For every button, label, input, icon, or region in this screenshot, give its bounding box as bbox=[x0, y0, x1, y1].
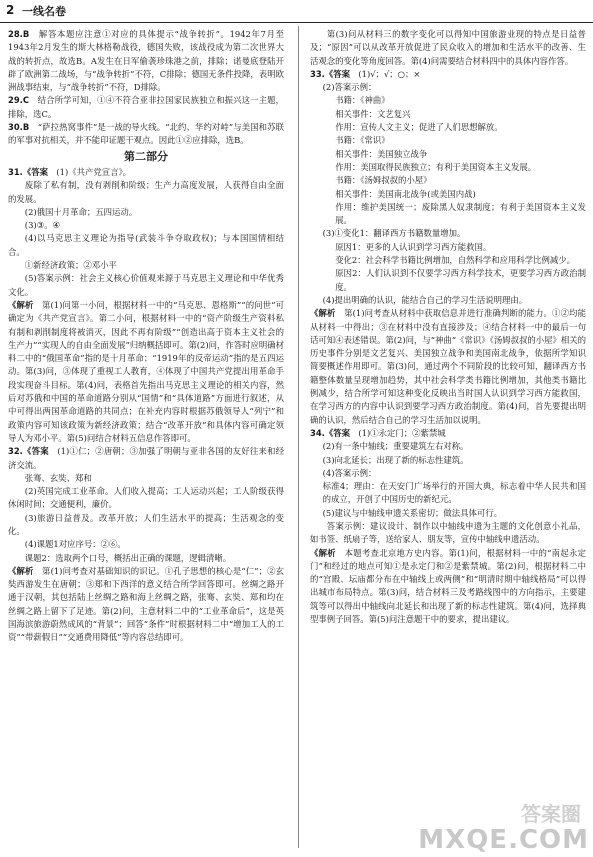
text-run: (5)答案示例：社会主义核心价值观来源于马克思主义理论和中华优秀文化。 bbox=[8, 273, 284, 297]
text-run: ①新经济政策；②邓小平 bbox=[24, 260, 117, 271]
answer-tag: 《答案 bbox=[22, 166, 48, 177]
text-run: 第(1)问考查从材料中获取信息并进行准确判断的能力。①②均能从材料一中得出；③在材料中没有直接涉及；④结合材料一中的最后一句话可知④表述错误。第(2)问，与“神曲”《常识》《汤姆叔叔的小屋》相关的历史事件分别是文艺复兴、美国独立战争和美国南北战争，依据所学知识简要概述作用即可。第(3)问，通过两个不同阶段的比较可知，翻译西方书籍整体数量呈现增加趋势，其中社会科学类书籍比例增加，其他类书籍比例减少，结合所学可知这种变化反映出当时国人认识到学习西方能救国，在学习西方的内容中认识到要学习西方政治制度。第(4)问，首先要提出明确的认识，然后结合自己的学习生活加以说明。 bbox=[310, 308, 586, 425]
answer-tag: 《答案 bbox=[22, 446, 49, 457]
paragraph bbox=[8, 94, 284, 121]
text-run: 作用：美国取得民族独立；有利于美国资本主义发展。 bbox=[335, 161, 537, 172]
text-run: 张骞、玄奘、郑和 bbox=[24, 472, 92, 483]
text-run: “萨拉热窝事件”是一战的导火线。“北约、华约对峙”与美国和苏联的军事对抗相关，并不能印证题干观点。因此①②应排除，选B。 bbox=[8, 122, 284, 146]
paragraph bbox=[8, 565, 284, 645]
question-number: 28.B bbox=[8, 29, 30, 39]
paragraph bbox=[310, 174, 586, 187]
paragraph bbox=[8, 166, 284, 179]
text-run: (3)向北延长；出现了新的标志性建筑。 bbox=[322, 454, 469, 465]
paragraph bbox=[310, 307, 586, 427]
text-run: 标准4；理由：在天安门广场举行的开国大典，标志着中华人民共和国的成立，开创了中国历史的新纪元。 bbox=[322, 481, 586, 505]
answer-tag: 《解析 bbox=[8, 299, 34, 310]
watermark-site: MXQE.COM bbox=[418, 825, 589, 855]
paragraph bbox=[8, 232, 284, 259]
text-run: (3)①变化1：翻译西方书籍数量增加。 bbox=[322, 228, 466, 239]
text-run: 原因1：更多的人认识到学习西方能救国。 bbox=[335, 241, 492, 252]
text-run: (5)建议与中轴线申遗关系密切；做法具体可行。 bbox=[322, 507, 502, 518]
paragraph bbox=[310, 94, 586, 107]
paragraph bbox=[8, 299, 284, 445]
text-run: (4)答案示例： bbox=[322, 467, 377, 478]
text-run: 第(1)问第一小问，根据材料一中的“马克思、恩格斯”“的问世”可确定为《共产党宣言》。第二小问，根据材料一中的“资产阶级生产资料私有制和剥削制度将被消灭，因此不再有阶级”“创造出高于资本主义社会的生产力”“实现人的自由全面发展”归纳概括即可。第(2)问，作答时应明确材料二中的“俄国革命”指的是十月革命；“1919年的反帝运动”指的是五四运动。第(3)问，③体现了重视工人教育，④体现了中国共产党提出用革命手段实现奋斗目标。第(4)问，表格首先指出马克思主义理论的相关内容，然后对苏俄和中国的革命道路分别从“国情”和“具体道路”方面进行叙述，从中可得出两国革命道路的共同点；在补充内容时根据苏俄领导人“列宁”和政策内容可知该政策为新经济政策；结合“改革开放”和具体内容可确定领导人为邓小平。第(5)问结合材料五信息作答即可。 bbox=[8, 299, 284, 443]
paragraph bbox=[310, 547, 586, 627]
text-run: (1)《共产党宣言》。 bbox=[47, 166, 132, 177]
paragraph bbox=[8, 28, 284, 94]
paragraph bbox=[310, 507, 586, 520]
text-run: 第(3)问从材料三的数字变化可以得知中国旅游业现的特点是日益普及；“原因”可以从改革开放促进了民众收入的增加和生活水平的改善、生活观念的变化等角度回答。第(4)问需要结合材料四中的具体内容作答。 bbox=[310, 29, 586, 66]
text-run: 答案示例：建议设计、制作以中轴线申遗为主题的文化创意小礼品，如书签、纸扇子等，送给家人、朋友等，宣传中轴线申遗活动。 bbox=[310, 520, 586, 545]
paragraph bbox=[310, 294, 586, 307]
question-number: 31. bbox=[8, 166, 23, 177]
paragraph bbox=[310, 454, 586, 467]
paragraph bbox=[310, 201, 586, 228]
paragraph bbox=[310, 427, 586, 440]
book-title: 一线名卷 bbox=[22, 5, 66, 18]
text-run: (2)英国完成工业革命。人们收入提高；工人运动兴起；工人阶级获得休闲时间；交通便利，廉价。 bbox=[8, 486, 284, 510]
column-divider bbox=[298, 26, 299, 848]
text-run: (1)√；√；○；× bbox=[349, 68, 421, 79]
text-run: 书籍：《汤姆叔叔的小屋》 bbox=[335, 175, 432, 186]
text-run: (3)③。④ bbox=[24, 220, 61, 231]
text-run: (2)有一条中轴线；重要建筑左右对称。 bbox=[322, 441, 469, 452]
paragraph bbox=[310, 254, 586, 267]
paragraph bbox=[310, 108, 586, 121]
paragraph bbox=[8, 485, 284, 512]
text-run: 作用：宣传人文主义；促进了人们思想解放。 bbox=[335, 122, 503, 133]
answer-tag: 《解析 bbox=[310, 547, 336, 558]
paragraph bbox=[310, 81, 586, 94]
paragraph bbox=[8, 206, 284, 219]
text-run: 结合所学可知，①④不符合亚非拉国家民族独立和振兴这一主题，排除，选C。 bbox=[8, 95, 284, 119]
paragraph bbox=[310, 480, 586, 507]
section-title bbox=[8, 150, 284, 163]
paragraph bbox=[310, 148, 586, 161]
question-number: 34. bbox=[310, 427, 325, 438]
paragraph bbox=[8, 445, 284, 472]
text-run: 本题考查北京地方史内容。第(1)问，根据材料一中的“南起永定门”和经过的地点可知①是永定门和②是紫禁城。第(2)问，根据材料二中的“宫殿、坛庙都分布在中轴线上或两侧”和“明清时期中轴线格局”可以得出城市布局特点。第(3)问，结合材料三及考路线图中的方向指示，主要建筑等可以得出中轴线向北延长和出现了新的标志性建筑。第(4)问，选择典型事例子回答。第(5)问注意题干中的要求，提出建议。 bbox=[310, 547, 586, 625]
text-run: 相关事件：美国南北战争(或美国内战) bbox=[335, 188, 476, 199]
paragraph bbox=[310, 467, 586, 480]
paragraph bbox=[310, 161, 586, 174]
text-run: 相关事件：文艺复兴 bbox=[335, 108, 411, 119]
text-run: 第二部分 bbox=[124, 149, 168, 163]
answer-tag: 《答案 bbox=[324, 68, 350, 79]
paragraph bbox=[310, 121, 586, 134]
question-number: 29.C bbox=[8, 95, 29, 106]
text-run: 原因2：人们认识到不仅要学习西方科学技术，更要学习西方政治制度。 bbox=[335, 268, 586, 292]
paragraph bbox=[8, 272, 284, 299]
question-number: 32. bbox=[8, 446, 23, 457]
paragraph bbox=[310, 520, 586, 547]
paragraph bbox=[8, 121, 284, 148]
paragraph bbox=[310, 28, 586, 68]
paragraph bbox=[8, 472, 284, 485]
page-number: 2 bbox=[6, 3, 15, 17]
text-run: 第(1)问考查对基础知识的识记。①孔子思想的核心是“仁”；②玄奘西游发生在唐朝；③郑和下西洋的意义结合所学回答即可。丝绸之路开通于汉朝，其包括陆上丝绸之路和海上丝绸之路，张骞、玄奘、郑和均在丝绸之路上留下了足迹。第(2)问，主意材料二中的“工业革命后”，这是英国海滨旅游蔚然成风的“背景”；回答“条件”时根据材料二中“增加工人的工资”“带薪假日”“交通费用降低”等内容总结即可。 bbox=[8, 565, 284, 643]
text-run: (3)旅游日益普及。改革开放；人们生活水平的提高；生活观念的变化。 bbox=[8, 512, 284, 536]
text-run: 解答本题应注意①对应的具体提示“战争转折”。1942年7月至1943年2月发生的斯大林格勒战役，德国失败，该战役成为第二次世界大战的转折点，故选B。A发生在日军偷袭珍珠港之前，排除；诺曼底登陆开辟了欧洲第二战场，与“战争转折”不符，C排除；德国无条件投降，表明欧洲战事结束，与“战争转折”不符，D排除。 bbox=[8, 29, 284, 93]
paragraph bbox=[310, 68, 586, 81]
question-number: 30.B bbox=[8, 122, 30, 133]
paragraph bbox=[8, 512, 284, 539]
answer-tag: 《答案 bbox=[324, 427, 350, 438]
text-run: (1)①永定门；②紫禁城 bbox=[349, 427, 446, 438]
left-column bbox=[8, 28, 284, 645]
paragraph bbox=[8, 219, 284, 232]
watermark-logo-text: 答案圈 bbox=[521, 802, 581, 826]
text-run: 废除了私有制，没有剥削和阶级；生产力高度发展，人获得自由全面的发展。 bbox=[8, 180, 284, 204]
text-run: (4)提出明确的认识，能结合自己的学习生活说明理由。 bbox=[322, 294, 528, 305]
text-run: (1)①仁；②唐朝；③加强了明朝与亚非各国的友好往来和经济交流。 bbox=[8, 446, 284, 470]
text-run: 书籍：《常识》 bbox=[335, 135, 390, 146]
text-run: 作用：维护美国统一；废除黑人奴隶制度；有利于美国资本主义发展。 bbox=[335, 201, 586, 226]
page-header bbox=[0, 0, 593, 23]
text-run: 相关事件：美国独立战争 bbox=[335, 148, 428, 159]
text-run: (2)答案示例： bbox=[322, 82, 377, 93]
text-run: (4)以马克思主义理论为指导(武装斗争夺取政权)；与本国国情相结合。 bbox=[8, 233, 284, 257]
answer-tag: 《解析 bbox=[310, 308, 336, 319]
paragraph bbox=[310, 134, 586, 147]
answer-tag: 《解析 bbox=[8, 565, 34, 576]
paragraph bbox=[310, 227, 586, 240]
question-number: 33. bbox=[310, 68, 325, 79]
paragraph bbox=[310, 267, 586, 294]
paragraph bbox=[8, 179, 284, 206]
paragraph bbox=[8, 259, 284, 272]
text-run: (4)课题1对应序号：②⑥。 bbox=[24, 539, 126, 550]
paragraph bbox=[8, 538, 284, 551]
text-run: 书籍：《神曲》 bbox=[335, 95, 390, 106]
paragraph bbox=[310, 188, 586, 201]
right-column bbox=[310, 28, 586, 626]
text-run: (2)俄国十月革命；五四运动。 bbox=[24, 206, 138, 217]
text-run: 变化2：社会科学书籍比例增加，自然科学和应用科学比例减少。 bbox=[335, 255, 576, 266]
paragraph bbox=[310, 241, 586, 254]
paragraph bbox=[310, 440, 586, 453]
text-run: 课题2：选取两个口号，概括出正确的课题，逻辑清晰。 bbox=[24, 552, 232, 563]
paragraph bbox=[8, 552, 284, 565]
